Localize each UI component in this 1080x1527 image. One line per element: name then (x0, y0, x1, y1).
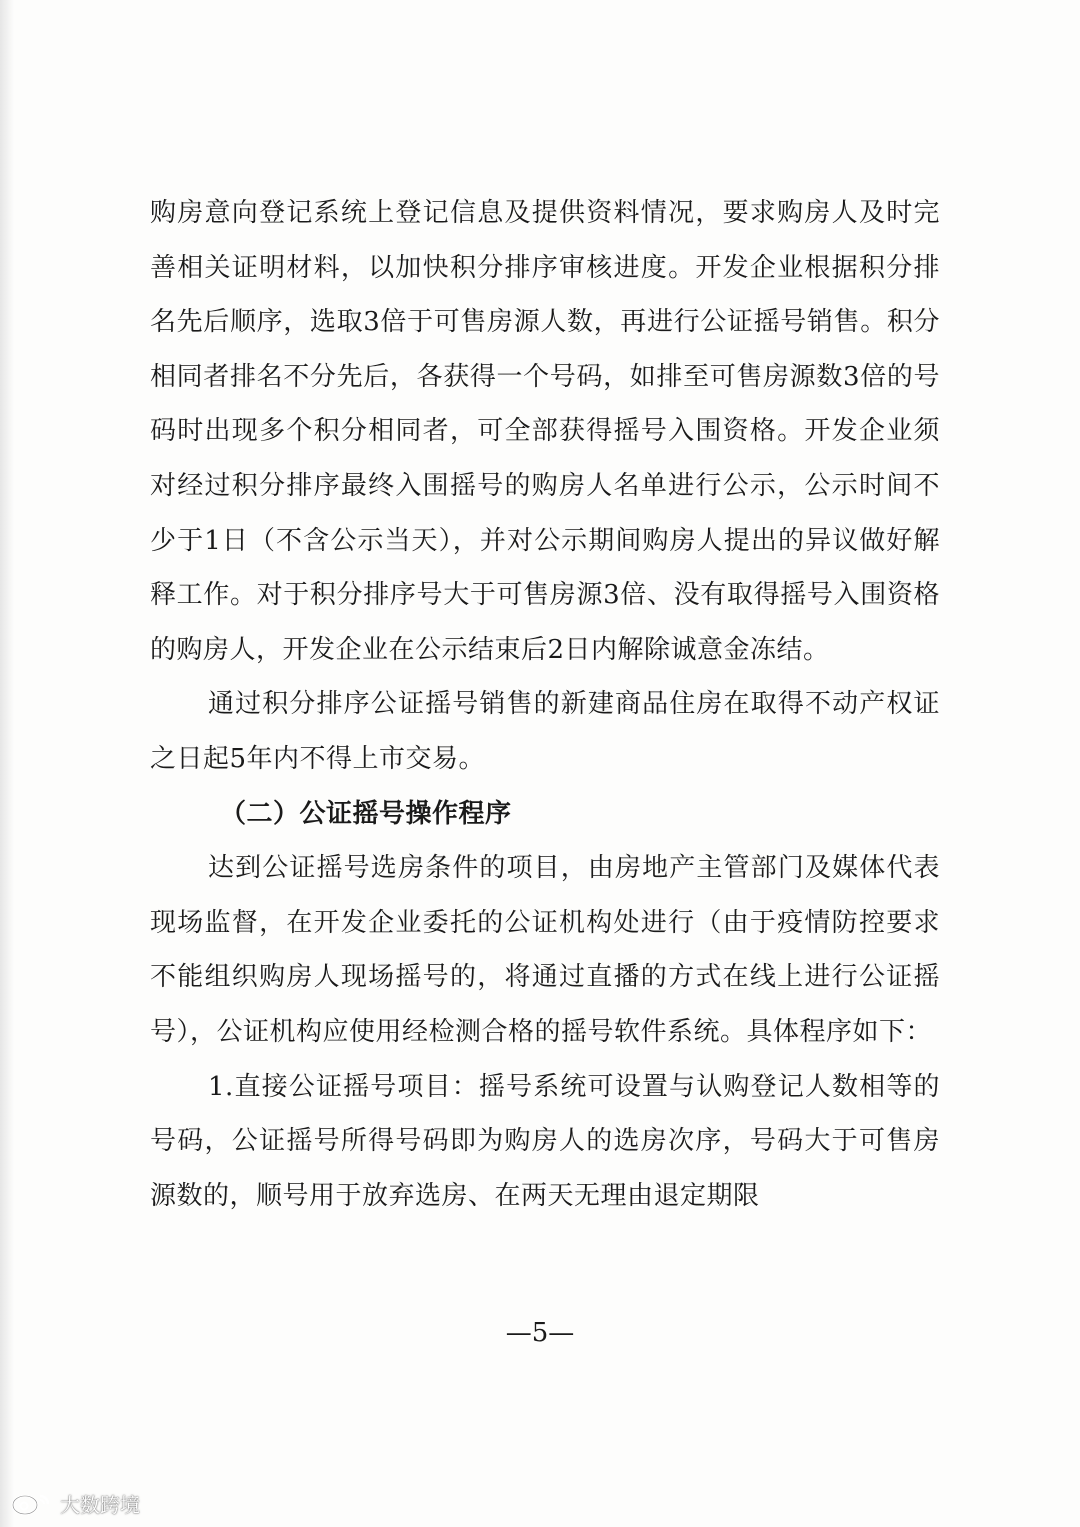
watermark-text: 大数跨境 (60, 1492, 140, 1517)
page-number: —5— (505, 1318, 575, 1348)
section-heading: （二）公证摇号操作程序 (220, 798, 512, 829)
scan-edge-shadow (0, 0, 14, 1527)
paragraph-4: 1.直接公证摇号项目：摇号系统可设置与认购登记人数相等的号码，公证摇号所得号码即为购房人的选房次序，号码大于可售房源数的，顺号用于放弃选房、在两天无理由退定期限 (150, 1071, 940, 1211)
paragraph-1: 购房意向登记系统上登记信息及提供资料情况，要求购房人及时完善相关证明材料，以加快积分排序审核进度。开发企业根据积分排名先后顺序，选取3倍于可售房源人数，再进行公证摇号销售。积分相同者排名不分先后，各获得一个号码，如排至可售房源数3倍的号码时出现多个积分相同者，可全部获得摇号入围资格。开发企业须对经过积分排序最终入围摇号的购房人名单进行公示，公示时间不少于1日（不含公示当天），并对公示期间购房人提出的异议做好解释工作。对于积分排序号大于可售房源3倍、没有取得摇号入围资格的购房人，开发企业在公示结束后2日内解除诚意金冻结。 (150, 198, 940, 665)
document-body (150, 186, 940, 1223)
paragraph-3: 达到公证摇号选房条件的项目，由房地产主管部门及媒体代表现场监督，在开发企业委托的公证机构处进行（由于疫情防控要求不能组织购房人现场摇号的，将通过直播的方式在线上进行公证摇号），公证机构应使用经检测合格的摇号软件系统。具体程序如下： (150, 853, 940, 1047)
paragraph-2: 通过积分排序公证摇号销售的新建商品住房在取得不动产权证之日起5年内不得上市交易。 (150, 689, 940, 774)
weibo-logo-icon (10, 1490, 54, 1516)
watermark (10, 1488, 140, 1518)
